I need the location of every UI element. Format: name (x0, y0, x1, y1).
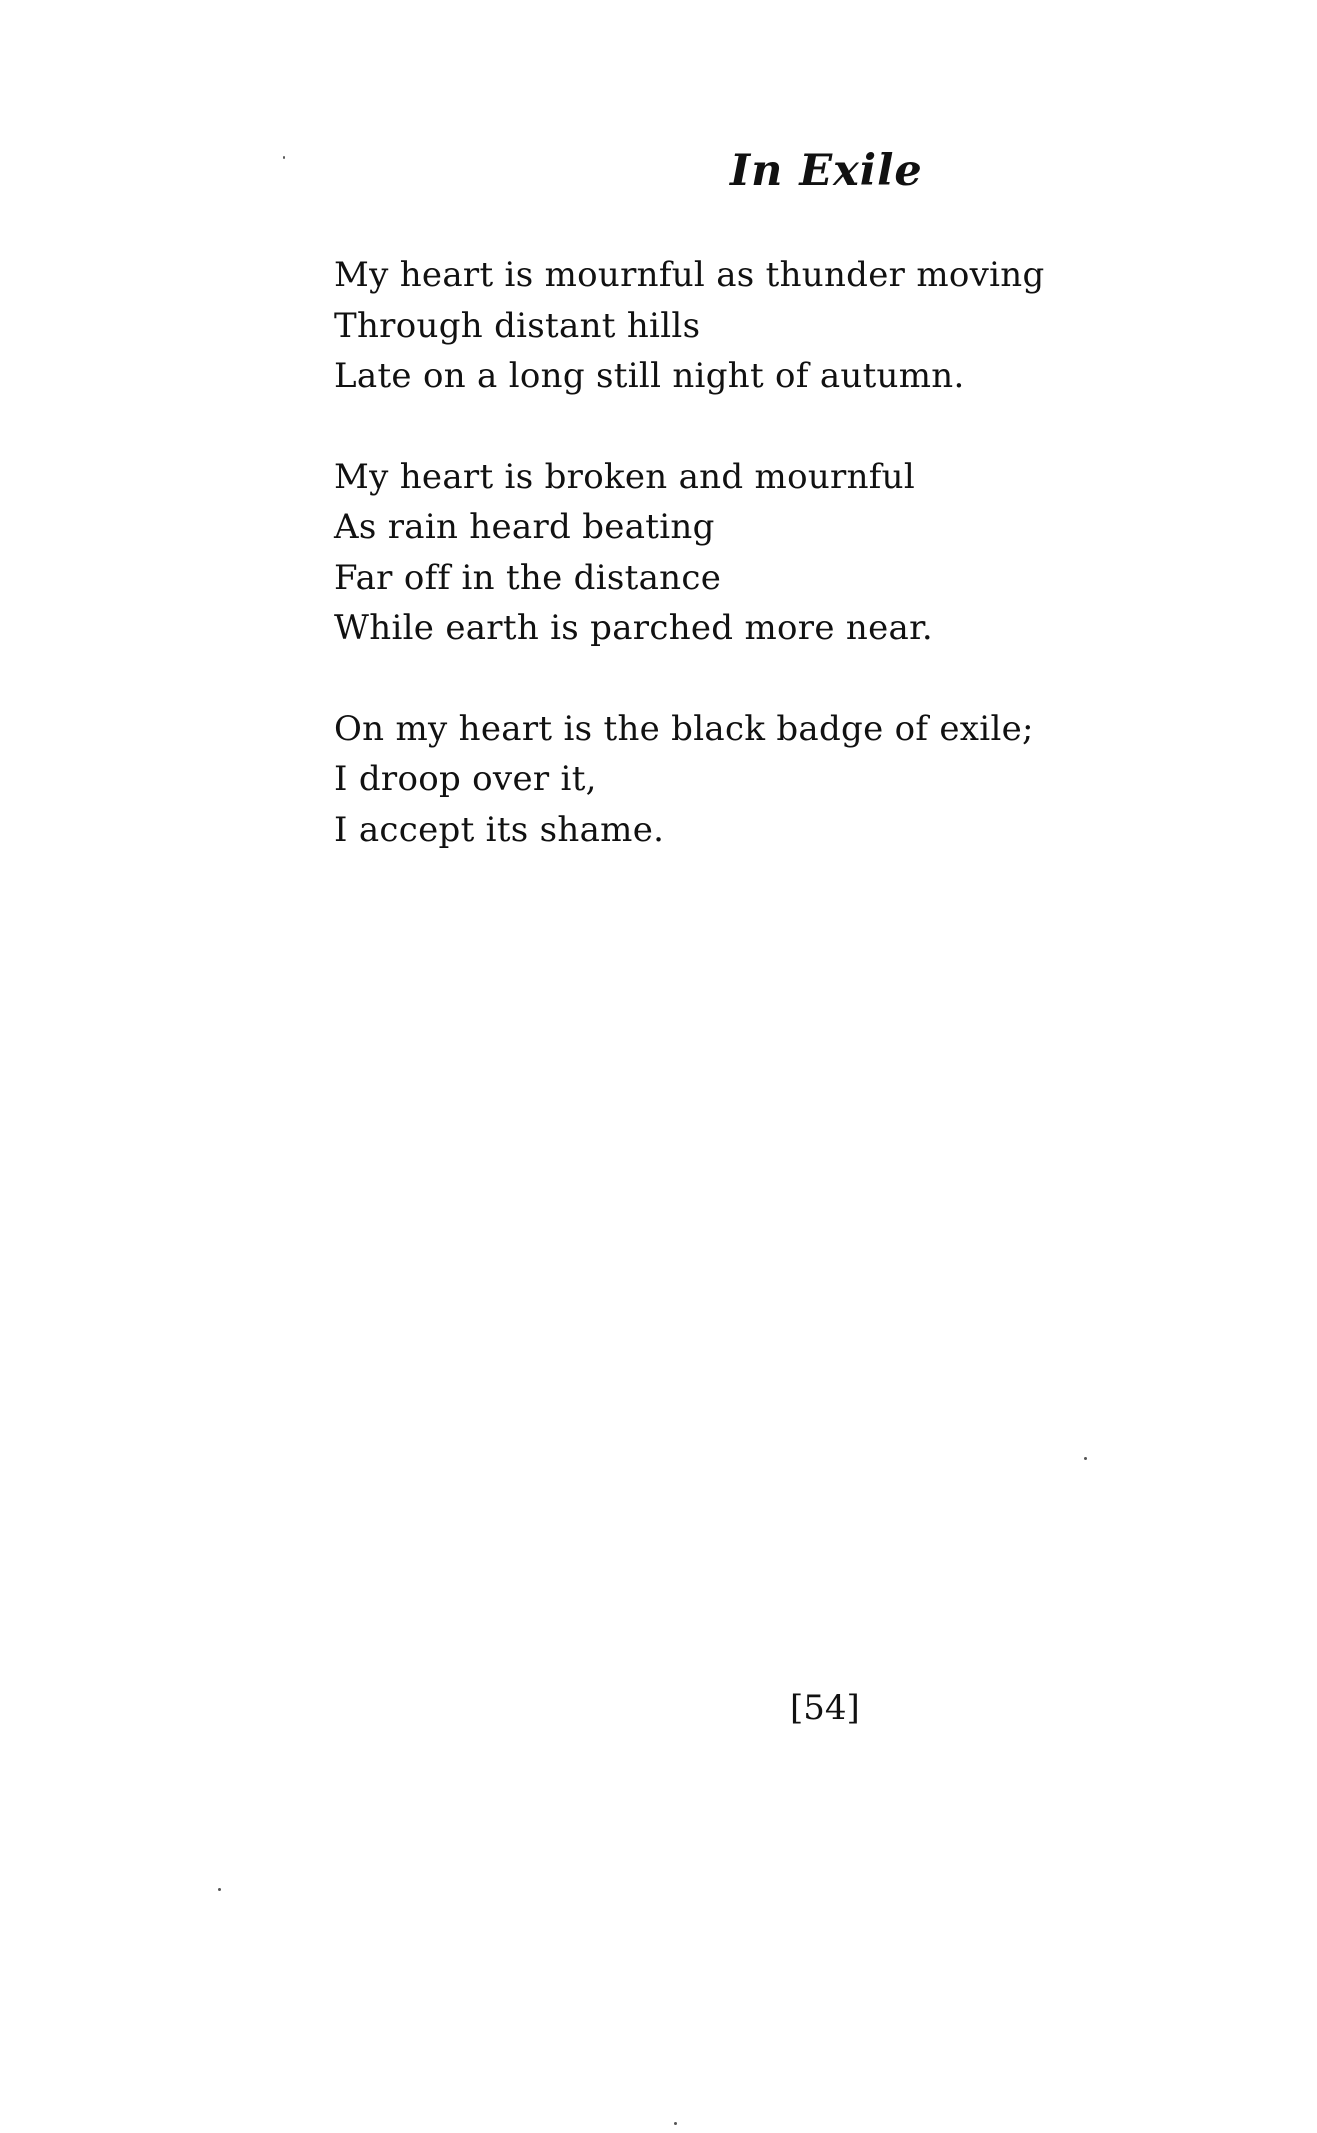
poem-body (334, 250, 1045, 905)
poem-line: Late on a long still night of autumn. (334, 356, 965, 396)
poem-line: Far off in the distance (334, 557, 722, 598)
stanza-1 (334, 250, 1045, 402)
poem-line: I droop over it, (334, 759, 597, 799)
poem-line: My heart is broken and mournful (334, 456, 916, 497)
scan-speck (674, 2122, 677, 2125)
poem-line: My heart is mournful as thunder moving (334, 255, 1045, 295)
poem-line: As rain heard beating (334, 507, 715, 547)
scan-speck (1084, 1457, 1087, 1460)
scan-speck (283, 156, 285, 159)
poem-line: I accept its shame. (334, 809, 665, 850)
poem-line: Through distant hills (334, 305, 701, 346)
scan-speck (218, 1888, 221, 1891)
poem-line: On my heart is the black badge of exile; (334, 708, 1034, 749)
stanza-2 (334, 452, 1045, 654)
poem-line: While earth is parched more near. (334, 608, 933, 648)
page-number: [54] (790, 1688, 860, 1728)
poem-title: In Exile (730, 146, 923, 196)
stanza-3 (334, 704, 1045, 856)
